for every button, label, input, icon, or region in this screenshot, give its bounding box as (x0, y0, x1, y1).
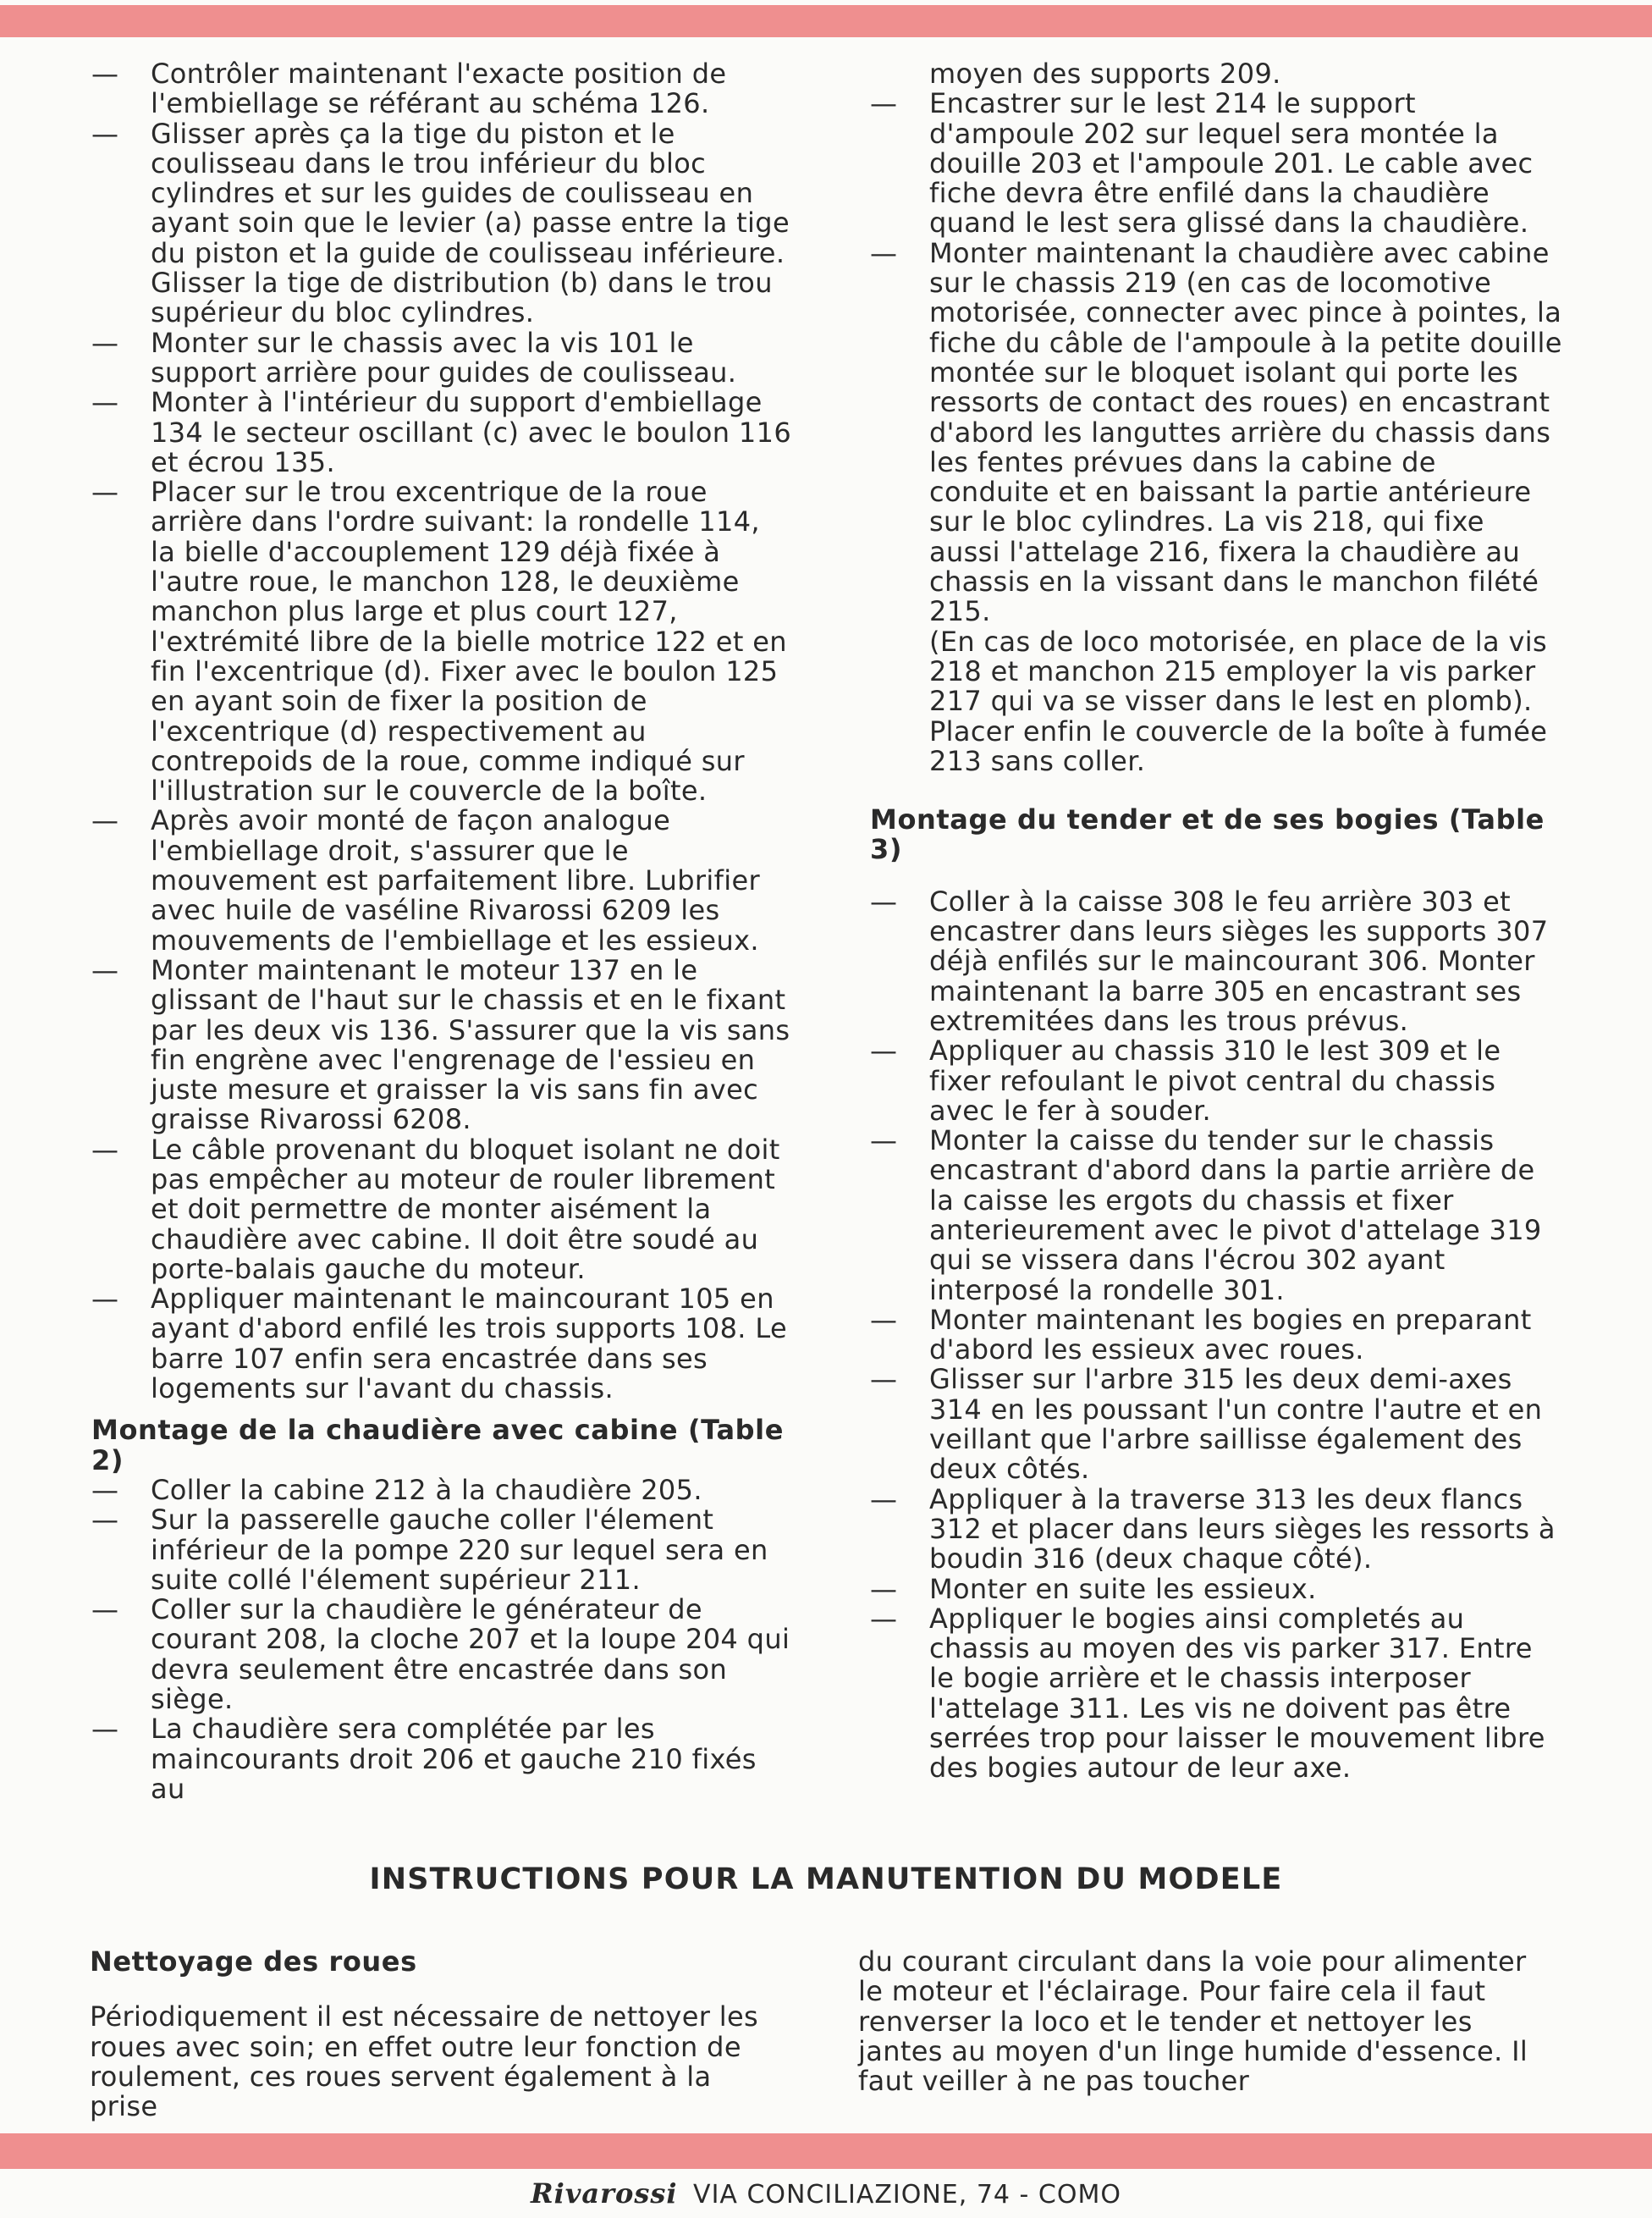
top-red-band (0, 5, 1652, 37)
section-title-chaudiere: Montage de la chaudière avec cabine (Table 2) (91, 1414, 785, 1476)
instruction-item: — Après avoir monté de façon analogue l'embiellage droit, s'assurer que le mouvement est parfaitement libre. Lubrifier avec huile de vaséline Rivarossi 6209 les mouvements de l'embiellage et les essieux. (91, 806, 792, 955)
section-title-tender: Montage du tender et de ses bogies (Table 3) (870, 803, 1545, 866)
instruction-item: — Coller sur la chaudière le générateur de courant 208, la cloche 207 et la loupe 204 qui devra seulement être encastrée dans son siège. (91, 1595, 792, 1714)
main-heading: INSTRUCTIONS POUR LA MANUTENTION DU MODELE (369, 1862, 1283, 1896)
footer (0, 2177, 1652, 2210)
right-column (870, 59, 1562, 1784)
instruction-item: — Appliquer maintenant le maincourant 105 en ayant d'abord enfilé les trois supports 108. Le barre 107 enfin sera encastrée dans ses logements sur l'avant du chassis. (91, 1284, 792, 1404)
rivarossi-logo: Rivarossi (531, 2177, 678, 2210)
bottom-left-column (90, 1947, 775, 2121)
instruction-item: — La chaudière sera complétée par les maincourants droit 206 et gauche 210 fixés au (91, 1714, 792, 1804)
section3-items (870, 887, 1562, 1784)
left-column (91, 59, 792, 1804)
instruction-item: — Sur la passerelle gauche coller l'élement inférieur de la pompe 220 sur lequel sera en suite collé l'élement supérieur 211. (91, 1505, 792, 1595)
instruction-item: — Glisser après ça la tige du piston et le coulisseau dans le trou inférieur du bloc cylindres et sur les guides de coulisseau en ayant soin que le levier (a) passe entre la tige du piston et la guide de coulisseau inférieure. Glisser la tige de distribution (b) dans le trou supérieur du bloc cylindres. (91, 119, 792, 328)
instruction-item: — Appliquer à la traverse 313 les deux flancs 312 et placer dans leurs sièges les ressorts à boudin 316 (deux chaque côté). (870, 1485, 1562, 1575)
instruction-item: — Encastrer sur le lest 214 le support d'ampoule 202 sur lequel sera montée la douille 203 et l'ampoule 201. Le cable avec fiche devra être enfilé dans la chaudière quand le lest sera glissé dans la chaudière. (870, 89, 1562, 238)
instruction-item: — Monter maintenant le moteur 137 en le glissant de l'haut sur le chassis et en le fixant par les deux vis 136. S'assurer que la vis sans fin engrène avec l'engrenage de l'essieu en juste mesure et graisser la vis sans fin avec graisse Rivarossi 6208. (91, 956, 792, 1135)
instruction-item: — Le câble provenant du bloquet isolant ne doit pas empêcher au moteur de rouler librement et doit permettre de monter aisément la chaudière avec cabine. Il doit être soudé au porte-balais gauche du moteur. (91, 1135, 792, 1284)
subtitle-nettoyage: Nettoyage des roues (90, 1945, 417, 1978)
instruction-item: — Contrôler maintenant l'exacte position de l'embiellage se référant au schéma 126. (91, 59, 792, 119)
instruction-item: — Appliquer le bogies ainsi completés au chassis au moyen des vis parker 317. Entre le bogie arrière et le chassis interposer l'attelage 311. Les vis ne doivent pas être serrées trop pour laisser le mouvement libre des bogies autour de leur axe. (870, 1604, 1562, 1784)
instruction-item: — Monter sur le chassis avec la vis 101 le support arrière pour guides de coulisseau. (91, 328, 792, 389)
instruction-item: moyen des supports 209. (929, 58, 1281, 90)
bottom-right-column (858, 1947, 1549, 2096)
bottom-left-text: Périodiquement il est nécessaire de nettoyer les roues avec soin; en effet outre leur fonction de roulement, ces roues servent également à la prise (90, 2000, 759, 2123)
right-items (870, 59, 1562, 776)
instruction-item: — Monter maintenant la chaudière avec cabine sur le chassis 219 (en cas de locomotive motorisée, connecter avec pince à pointes, la fiche du câble de l'ampoule à la petite douille montée sur le bloquet isolant qui porte les ressorts de contact des roues) en encastrant d'abord les languttes arrière du chassis dans les fentes prévues dans la cabine de conduite et en baissant la partie antérieure sur le bloc cylindres. La vis 218, qui fixe aussi l'attelage 216, fixera la chaudière au chassis en la vissant dans le manchon filété 215. (870, 239, 1562, 627)
instruction-item: (En cas de loco motorisée, en place de la vis 218 et manchon 215 employer la vis parker 217 qui va se visser dans le lest en plomb). Placer enfin le couvercle de la boîte à fumée 213 sans coller. (929, 625, 1548, 777)
section2-items (91, 1473, 792, 1805)
instruction-item: — Coller la cabine 212 à la chaudière 205. (91, 1476, 792, 1505)
instruction-item: — Coller à la caisse 308 le feu arrière 303 et encastrer dans leurs sièges les supports 307 déjà enfilés sur le maincourant 306. Monter maintenant la barre 305 en encastrant ses extremitées dans les trous prévus. (870, 887, 1562, 1036)
footer-address: VIA CONCILIAZIONE, 74 - COMO (693, 2180, 1121, 2210)
bottom-red-band (0, 2133, 1652, 2169)
instruction-item: — Monter maintenant les bogies en preparant d'abord les essieux avec roues. (870, 1305, 1562, 1366)
instruction-item: — Monter la caisse du tender sur le chassis encastrant d'abord dans la partie arrière de la caisse les ergots du chassis et fixer anterieurement avec le pivot d'attelage 319 qui se vissera dans l'écrou 302 ayant interposé la rondelle 301. (870, 1126, 1562, 1305)
instruction-item: — Appliquer au chassis 310 le lest 309 et le fixer refoulant le pivot central du chassis avec le fer à souder. (870, 1036, 1562, 1126)
instruction-item: — Placer sur le trou excentrique de la roue arrière dans l'ordre suivant: la rondelle 114, la bielle d'accouplement 129 déjà fixée à l'autre roue, le manchon 128, le deuxième manchon plus large et plus court 127, l'extrémité libre de la bielle motrice 122 et en fin l'excentrique (d). Fixer avec le boulon 125 en ayant soin de fixer la position de l'excentrique (d) respectivement au contrepoids de la roue, comme indiqué sur l'illustration sur le couvercle de la boîte. (91, 477, 792, 806)
instruction-item: — Monter en suite les essieux. (870, 1575, 1562, 1604)
left-items (91, 59, 792, 1404)
instruction-item: — Monter à l'intérieur du support d'embiellage 134 le secteur oscillant (c) avec le boulon 116 et écrou 135. (91, 388, 792, 477)
instruction-item: — Glisser sur l'arbre 315 les deux demi-axes 314 en les poussant l'un contre l'autre et en veillant que l'arbre saillisse également des deux côtés. (870, 1365, 1562, 1484)
bottom-right-text: du courant circulant dans la voie pour alimenter le moteur et l'éclairage. Pour faire cela il faut renverser la loco et le tender et nettoyer les jantes au moyen d'un linge humide d'essence. Il faut veiller à ne pas toucher (858, 1945, 1528, 2098)
